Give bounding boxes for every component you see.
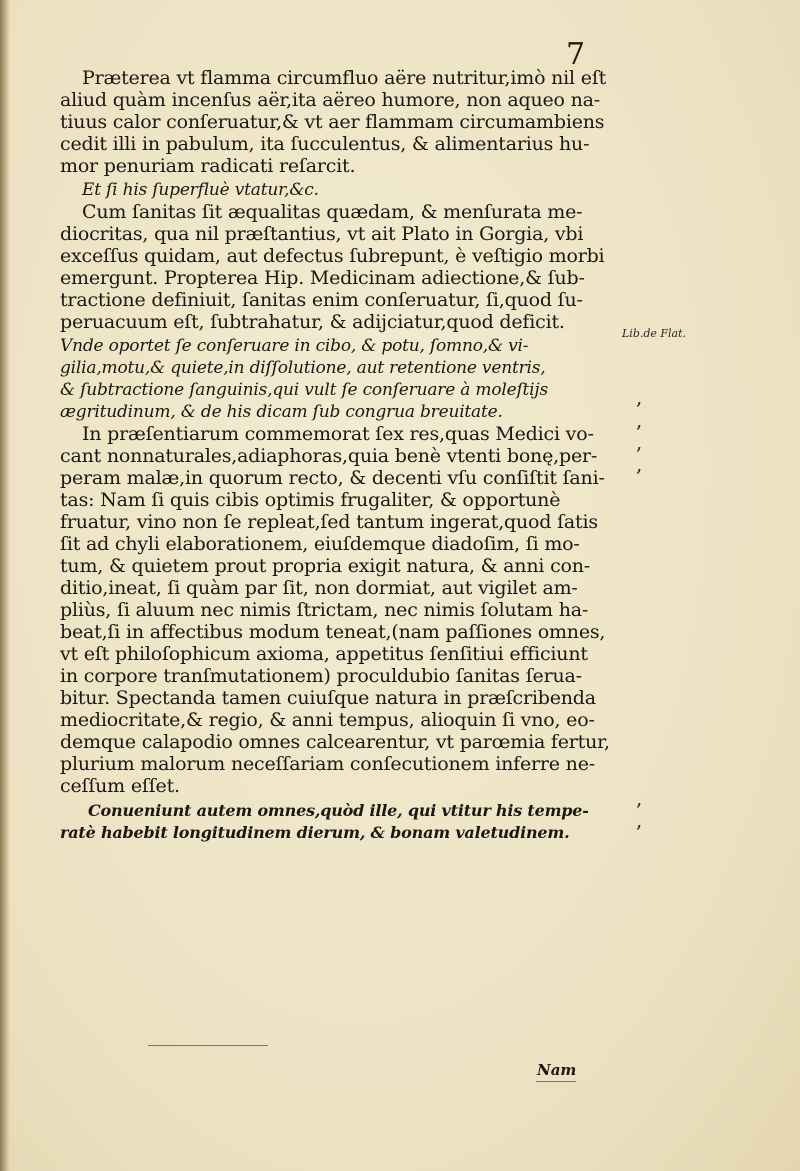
text-line: demque calapodio omnes calcearentur, vt parœmia fertur,: [60, 731, 610, 753]
margin-comma: ,: [636, 408, 643, 432]
margin-comma: ,: [636, 808, 643, 832]
marginal-reference: Lib.de Flat.: [622, 327, 687, 340]
lemma-text-line: Vnde oportet ſe conſeruare in cibo, & potu, ſomno,& vi-: [60, 336, 529, 356]
lemma-text-line: & ſubtractione ſanguinis,qui vult ſe conſeruare à moleſtijs: [60, 380, 549, 400]
text-line: ditio,ineat, ſi quàm par ſit, non dormiat, aut vigilet am-: [60, 577, 578, 599]
catchword-rule: [536, 1081, 576, 1082]
lemma-text-line: gilia,motu,& quiete,in diſſolutione, aut retentione ventris,: [60, 358, 546, 378]
margin-comma: ,: [636, 786, 643, 810]
text-line: beat,ſi in affectibus modum teneat,(nam paſſiones omnes,: [60, 621, 606, 643]
lemma-text-line: Conueniunt autem omnes,quòd ille, qui vtitur his tempe-: [88, 801, 589, 820]
lemma-text-line: ratè habebit longitudinem dierum, & bonam valetudinem.: [60, 823, 570, 842]
text-line: aliud quàm incenſus aër,ita aëreo humore, non aqueo na-: [60, 89, 600, 111]
text-line: mor penuriam radicati reſarcit.: [60, 155, 356, 177]
margin-comma: ,: [636, 385, 643, 409]
text-line: diocritas, qua nil præſtantius, vt ait Plato in Gorgia, vbi: [60, 223, 584, 245]
text-line: pliùs, ſi aluum nec nimis ſtrictam, nec nimis ſolutam ha-: [60, 599, 589, 621]
text-line: bitur. Spectanda tamen cuiuſque natura in præſcribenda: [60, 687, 596, 709]
page-number: 7: [566, 37, 586, 72]
text-line: tractione definiuit, ſanitas enim conſeruatur, ſi,quod ſu-: [60, 289, 583, 311]
text-line: emergunt. Propterea Hip. Medicinam adiectione,& ſub-: [60, 267, 585, 289]
lemma-text-line: ægritudinum, & de his dicam ſub congrua breuitate.: [60, 402, 503, 422]
margin-comma: ,: [636, 452, 643, 476]
text-line: tiuus calor conſeruatur,& vt aer flammam circumambiens: [60, 111, 605, 133]
text-line: exceſſus quidam, aut defectus ſubrepunt, è veſtigio morbi: [60, 245, 605, 267]
margin-comma: ,: [636, 430, 643, 454]
text-line: ſit ad chyli elaborationem, eiuſdemque diadoſim, ſi mo-: [60, 533, 580, 555]
text-line: mediocritate,& regio, & anni tempus, alioquin ſi vno, eo-: [60, 709, 595, 731]
lemma-heading: Et ſi his ſuperfluè vtatur,&c.: [82, 180, 319, 200]
text-line: In præſentiarum commemorat ſex res,quas Medici vo-: [82, 423, 594, 445]
text-line: cant nonnaturales,adiaphoras,quia benè vtenti bonę,per-: [60, 445, 598, 467]
text-line: tum, & quietem prout propria exigit natura, & anni con-: [60, 555, 591, 577]
page-gutter: [0, 0, 10, 1171]
catchword: Nam: [537, 1061, 577, 1079]
text-line: ceſſum eſſet.: [60, 775, 180, 797]
text-line: in corpore tranſmutationem) proculdubio ſanitas ſerua-: [60, 665, 582, 687]
text-line: fruatur, vino non ſe repleat,ſed tantum ingerat,quod ſatis: [60, 511, 598, 533]
text-line: peram malæ,in quorum recto, & decenti vſu conſiſtit ſani-: [60, 467, 605, 489]
text-line: tas: Nam ſi quis cibis optimis frugaliter, & opportunè: [60, 489, 561, 511]
text-line: vt eſt philoſophicum axioma, appetitus ſenſitiui efficiunt: [60, 643, 588, 665]
text-line: cedit illi in pabulum, ita ſucculentus, & alimentarius hu-: [60, 133, 590, 155]
text-line: peruacuum eſt, ſubtrahatur, & adijciatur,quod deficit.: [60, 311, 565, 333]
text-line: Præterea vt flamma circumfluo aëre nutritur,imò nil eſt: [82, 67, 607, 89]
text-line: Cum ſanitas ſit æqualitas quædam, & menſurata me-: [82, 201, 583, 223]
footer-rule: [148, 1045, 268, 1046]
text-line: plurium malorum neceſſariam conſecutionem inferre ne-: [60, 753, 595, 775]
